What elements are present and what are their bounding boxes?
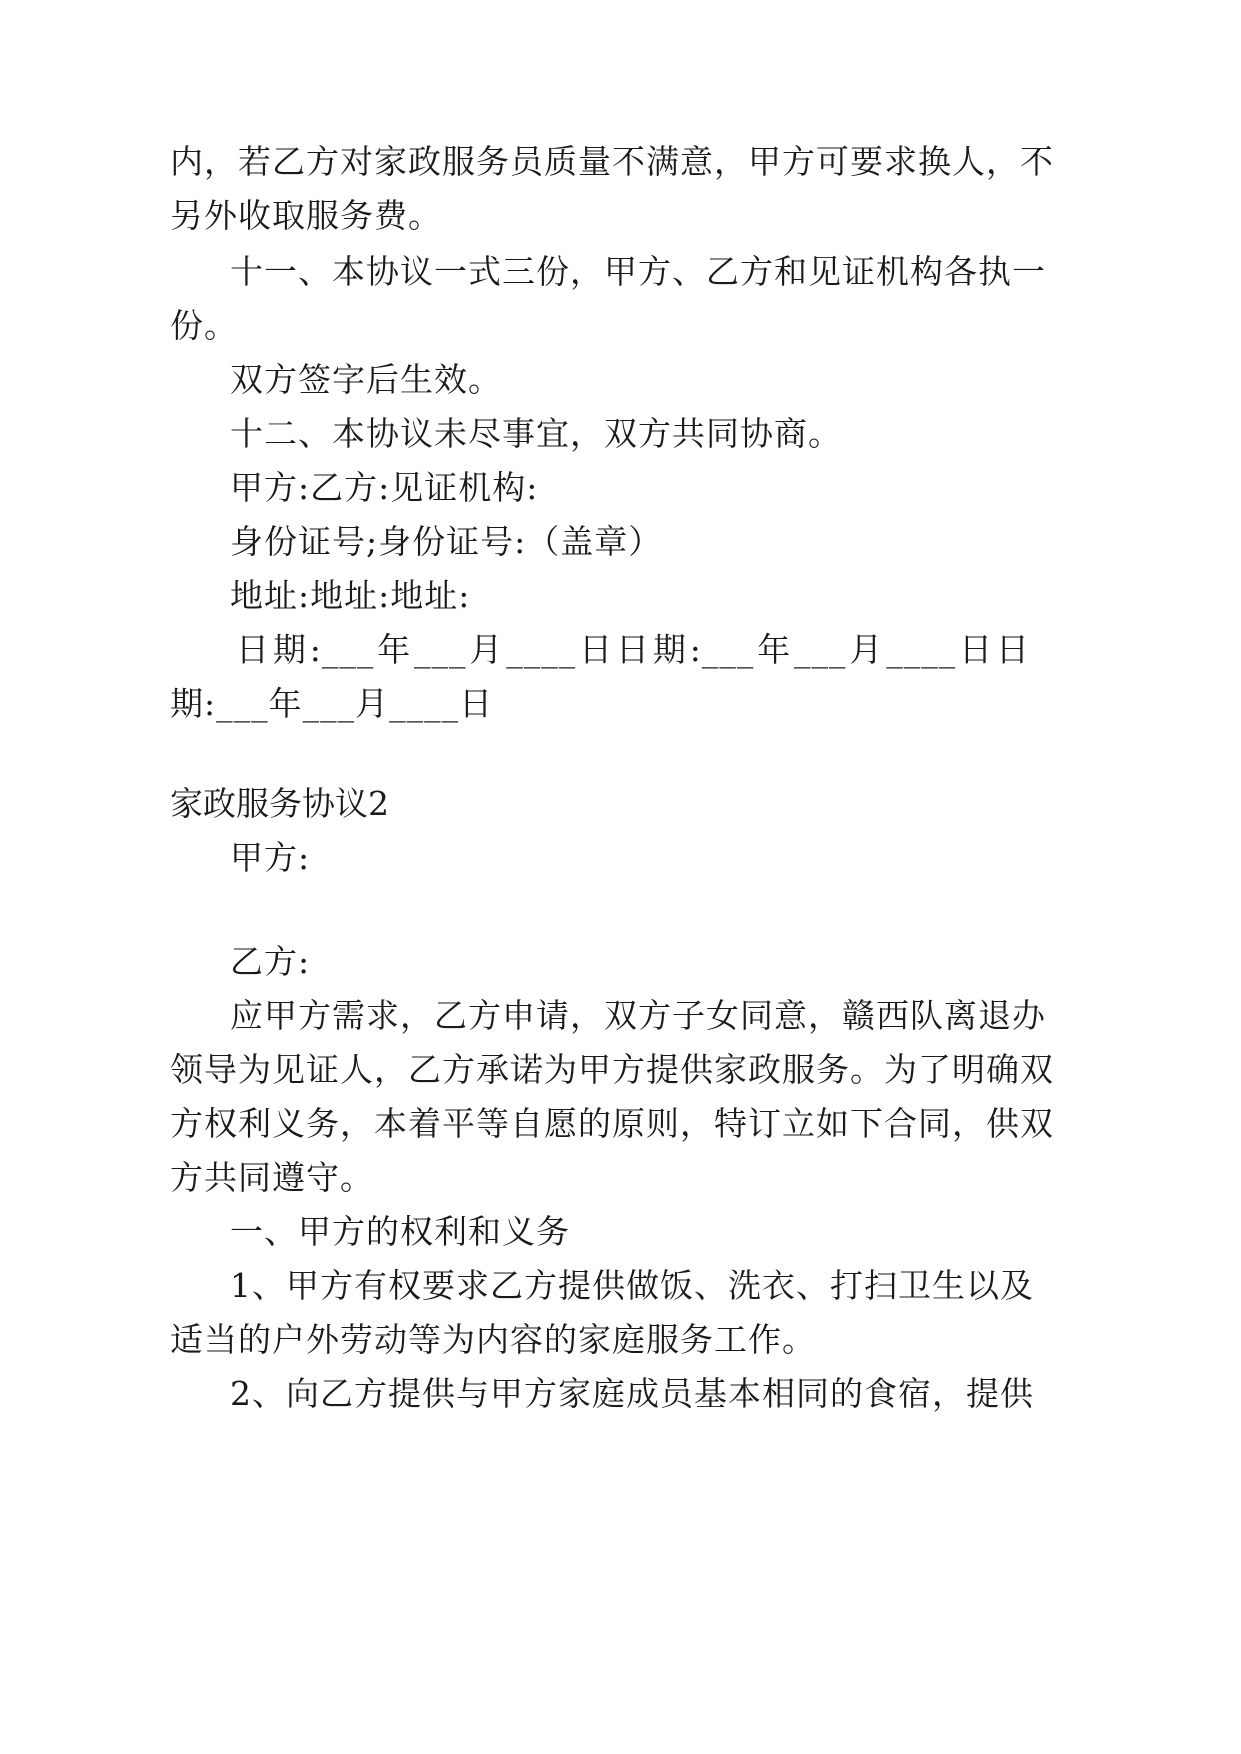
signature-parties: 甲方:乙方:见证机构: — [230, 468, 539, 507]
agreement-title: 家政服务协议2 — [170, 784, 389, 823]
signature-dates-continued: 期:___年___月____日 — [170, 684, 494, 723]
text-line: 内，若乙方对家政服务员质量不满意，甲方可要求换人，不 — [170, 142, 1054, 181]
text-line: 双方签字后生效。 — [230, 360, 502, 399]
party-b-label: 乙方: — [230, 942, 311, 981]
preamble-line: 应甲方需求，乙方申请，双方子女同意，赣西队离退办 — [230, 996, 1046, 1035]
signature-dates: 日期:___年___月____日日期:___年___月____日日 — [236, 630, 1030, 669]
clause-eleven: 十一、本协议一式三份，甲方、乙方和见证机构各执一 — [230, 252, 1046, 291]
clause-twelve: 十二、本协议未尽事宜，双方共同协商。 — [230, 414, 842, 453]
section-heading: 一、甲方的权利和义务 — [230, 1212, 570, 1251]
party-a-label: 甲方: — [230, 838, 311, 877]
text-line: 另外收取服务费。 — [170, 196, 442, 235]
preamble-line: 方权利义务，本着平等自愿的原则，特订立如下合同，供双 — [170, 1104, 1054, 1143]
item-two: 2、向乙方提供与甲方家庭成员基本相同的食宿，提供 — [230, 1374, 1034, 1413]
preamble-line: 领导为见证人，乙方承诺为甲方提供家政服务。为了明确双 — [170, 1050, 1054, 1089]
item-one-continued: 适当的户外劳动等为内容的家庭服务工作。 — [170, 1320, 816, 1359]
preamble-line: 方共同遵守。 — [170, 1158, 374, 1197]
signature-addresses: 地址:地址:地址: — [230, 576, 471, 615]
text-line: 份。 — [170, 306, 238, 345]
item-one: 1、甲方有权要求乙方提供做饭、洗衣、打扫卫生以及 — [230, 1266, 1034, 1305]
signature-id-numbers: 身份证号;身份证号:（盖章） — [230, 522, 663, 561]
